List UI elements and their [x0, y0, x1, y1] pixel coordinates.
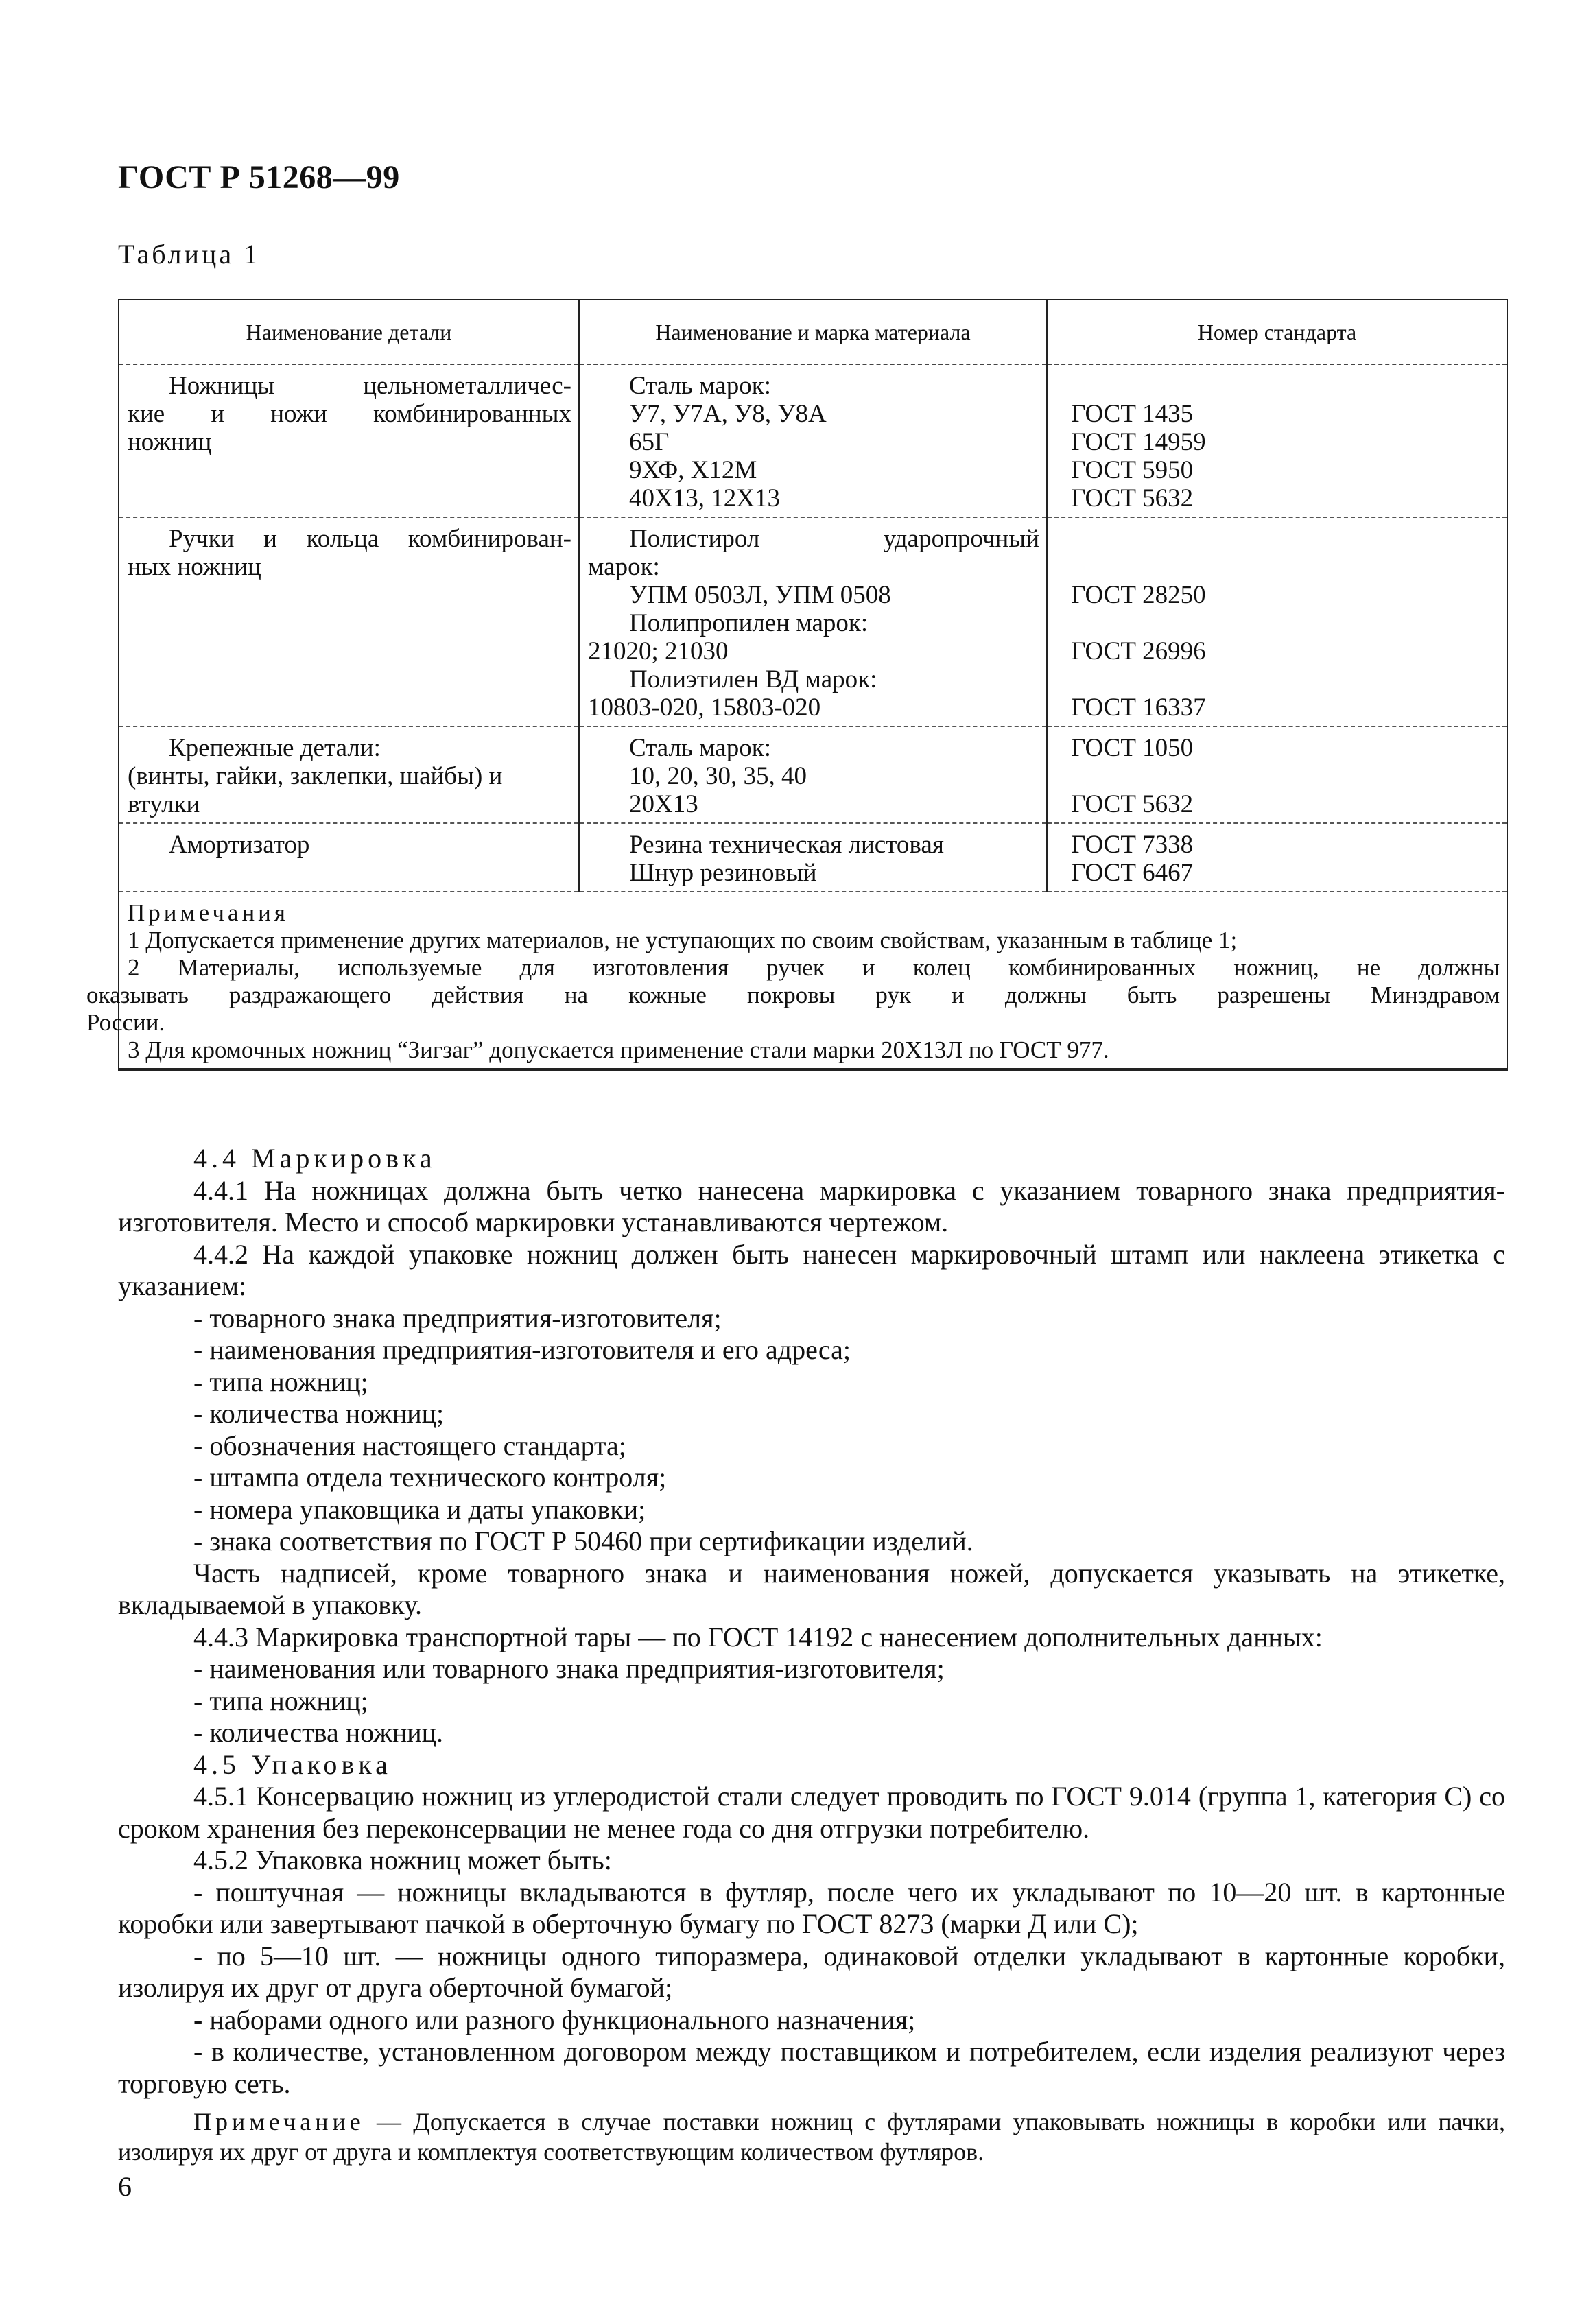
notes-heading: Примечания	[128, 899, 290, 926]
part-line: втулки	[128, 790, 200, 818]
material-line: У7, У7А, У8, У8А	[629, 400, 827, 428]
table-row	[119, 517, 1507, 726]
paragraph-4-4-3: 4.4.3 Маркировка транспортной тары — по ГОСТ 14192 с нанесением дополнительных данных:	[193, 1621, 1323, 1652]
material-line: УПМ 0503Л, УПМ 0508	[629, 581, 891, 609]
part-line: (винты, гайки, заклепки, шайбы) и	[128, 762, 503, 790]
table-row	[119, 726, 1507, 823]
standard-line	[1056, 665, 1500, 693]
material-cell	[579, 823, 1047, 892]
material-line: Полистирол ударопрочный	[629, 525, 1039, 553]
standard-line: ГОСТ 5632	[1071, 484, 1194, 512]
paragraph-4-4-1: 4.4.1 На ножницах должна быть четко нанесена маркировка с указанием товарного знака предприятия-изготовителя. Место и способ маркировки устанавливаются чертежом.	[118, 1174, 1505, 1237]
page-number: 6	[118, 2171, 132, 2202]
note-text: — Допускается в случае поставки ножниц с футлярами упаковывать ножницы в коробки или пачки, изолируя их друг от друга и комплектуя соответствующим количеством футляров.	[118, 2108, 1505, 2166]
material-line: Сталь марок:	[629, 372, 771, 400]
materials-table	[86, 299, 1508, 1071]
document-body	[118, 1143, 1505, 2167]
material-line: 40Х13, 12Х13	[629, 484, 780, 512]
part-cell	[119, 517, 579, 726]
part-line: кие и ножи комбинированных	[128, 400, 571, 428]
standard-line	[1056, 525, 1500, 553]
part-cell	[119, 726, 579, 823]
material-line: Шнур резиновый	[629, 859, 817, 887]
standard-line: ГОСТ 16337	[1071, 693, 1206, 722]
section-heading-4-4: 4.4 Маркировка	[193, 1143, 436, 1174]
part-cell	[119, 364, 579, 517]
standard-line: ГОСТ 1050	[1071, 734, 1194, 762]
note-line: оказывать раздражающего действия на кожные покровы рук и должны быть разрешены Минздравом	[86, 982, 1500, 1008]
list-item: - в количестве, установленном договором между поставщиком и потребителем, если изделия реализуют через торговую сеть.	[118, 2036, 1505, 2099]
part-line: Ручки и кольца комбинирован-	[169, 525, 571, 553]
paragraph-4-5-2: 4.5.2 Упаковка ножниц может быть:	[193, 1845, 612, 1875]
list-item: - количества ножниц;	[193, 1398, 445, 1429]
column-header: Наименование детали	[119, 300, 579, 364]
material-cell	[579, 364, 1047, 517]
section-heading-4-5: 4.5 Упаковка	[193, 1748, 392, 1780]
note-heading: Примечание	[193, 2108, 365, 2135]
list-item: - штампа отдела технического контроля;	[193, 1462, 667, 1493]
list-item: - поштучная — ножницы вкладываются в футляр, после чего их укладывают по 10—20 шт. в картонные коробки или завертывают пачкой в оберточную бумагу по ГОСТ 8273 (марки Д или С);	[118, 1876, 1505, 1939]
paragraph-4-5-1: 4.5.1 Консервацию ножниц из углеродистой стали следует проводить по ГОСТ 9.014 (группа 1, категория С) со сроком хранения без переконсервации не менее года со дня отгрузки потребителю.	[118, 1781, 1505, 1844]
list-item: - наборами одного или разного функционального назначения;	[193, 2004, 916, 2035]
table-notes-row	[119, 892, 1507, 1069]
list-item: - знака соответствия по ГОСТ Р 50460 при сертификации изделий.	[193, 1526, 973, 1556]
standard-cell	[1047, 364, 1507, 517]
standard-line: ГОСТ 14959	[1071, 428, 1206, 456]
note-line: 2 Материалы, используемые для изготовления ручек и колец комбинированных ножниц, не должны	[128, 954, 1500, 981]
paragraph-4-4-2: 4.4.2 На каждой упаковке ножниц должен быть нанесен маркировочный штамп или наклеена этикетка с указанием:	[118, 1238, 1505, 1301]
list-item: - наименования или товарного знака предприятия-изготовителя;	[193, 1653, 945, 1684]
table-row	[119, 823, 1507, 892]
list-item: - товарного знака предприятия-изготовителя;	[193, 1302, 722, 1333]
list-item: - типа ножниц;	[193, 1685, 368, 1716]
standard-line: ГОСТ 6467	[1071, 859, 1194, 887]
material-line: 10, 20, 30, 35, 40	[629, 762, 807, 790]
packaging-note	[118, 2107, 1505, 2167]
column-header: Наименование и марка материала	[579, 300, 1047, 364]
materials-table-grid	[86, 300, 1507, 1069]
material-line: Полипропилен марок:	[629, 609, 869, 637]
list-item: - номера упаковщика и даты упаковки;	[193, 1493, 646, 1525]
material-line: марок:	[588, 553, 660, 581]
standard-line	[1056, 372, 1500, 400]
part-line: ножниц	[128, 428, 212, 456]
standard-line	[1056, 609, 1500, 637]
table-notes	[86, 892, 1507, 1069]
material-line: 21020; 21030	[588, 637, 729, 665]
material-line: 9ХФ, Х12М	[629, 456, 757, 484]
material-line: Сталь марок:	[629, 734, 771, 762]
material-line: 10803-020, 15803-020	[588, 693, 821, 722]
material-cell	[579, 726, 1047, 823]
material-cell	[579, 517, 1047, 726]
standard-line: ГОСТ 5632	[1071, 790, 1194, 818]
material-line: Резина техническая листовая	[629, 831, 944, 859]
material-line: 20Х13	[629, 790, 698, 818]
standard-line: ГОСТ 26996	[1071, 637, 1206, 665]
table-row	[119, 364, 1507, 517]
part-line: ных ножниц	[128, 553, 261, 581]
standard-line	[1056, 762, 1500, 790]
list-item: - обозначения настоящего стандарта;	[193, 1430, 626, 1461]
list-item: - количества ножниц.	[193, 1717, 444, 1748]
standard-cell	[1047, 726, 1507, 823]
material-line: 65Г	[629, 428, 670, 456]
material-line: Полиэтилен ВД марок:	[629, 665, 877, 693]
standard-line: ГОСТ 28250	[1071, 581, 1206, 609]
standard-line: ГОСТ 7338	[1071, 831, 1194, 859]
note-line: 3 Для кромочных ножниц “Зигзаг” допускается применение стали марки 20Х13Л по ГОСТ 977.	[128, 1036, 1109, 1063]
list-item: - типа ножниц;	[193, 1366, 368, 1397]
note-line: 1 Допускается применение других материалов, не уступающих по своим свойствам, указанным в таблице 1;	[128, 927, 1238, 953]
part-line: Амортизатор	[169, 831, 310, 859]
standard-line	[1056, 553, 1500, 581]
standard-line: ГОСТ 5950	[1071, 456, 1194, 484]
part-cell	[119, 823, 579, 892]
column-header: Номер стандарта	[1047, 300, 1507, 364]
list-item: - наименования предприятия-изготовителя и его адреса;	[193, 1334, 851, 1365]
note-line: России.	[86, 1009, 165, 1036]
part-line: Ножницы цельнометалличес-	[169, 372, 571, 400]
document-code: ГОСТ Р 51268—99	[118, 159, 400, 195]
list-item: - по 5—10 шт. — ножницы одного типоразмера, одинаковой отделки укладывают в картонные коробки, изолируя их друг от друга оберточной бумагой;	[118, 1940, 1505, 2003]
part-line: Крепежные детали:	[169, 734, 381, 762]
table-caption: Таблица 1	[118, 239, 261, 270]
paragraph-4-4-2-tail: Часть надписей, кроме товарного знака и наименования ножей, допускается указывать на этикетке, вкладываемой в упаковку.	[118, 1557, 1505, 1620]
table-header-row	[119, 300, 1507, 364]
standard-cell	[1047, 823, 1507, 892]
standard-cell	[1047, 517, 1507, 726]
standard-line: ГОСТ 1435	[1071, 400, 1194, 428]
